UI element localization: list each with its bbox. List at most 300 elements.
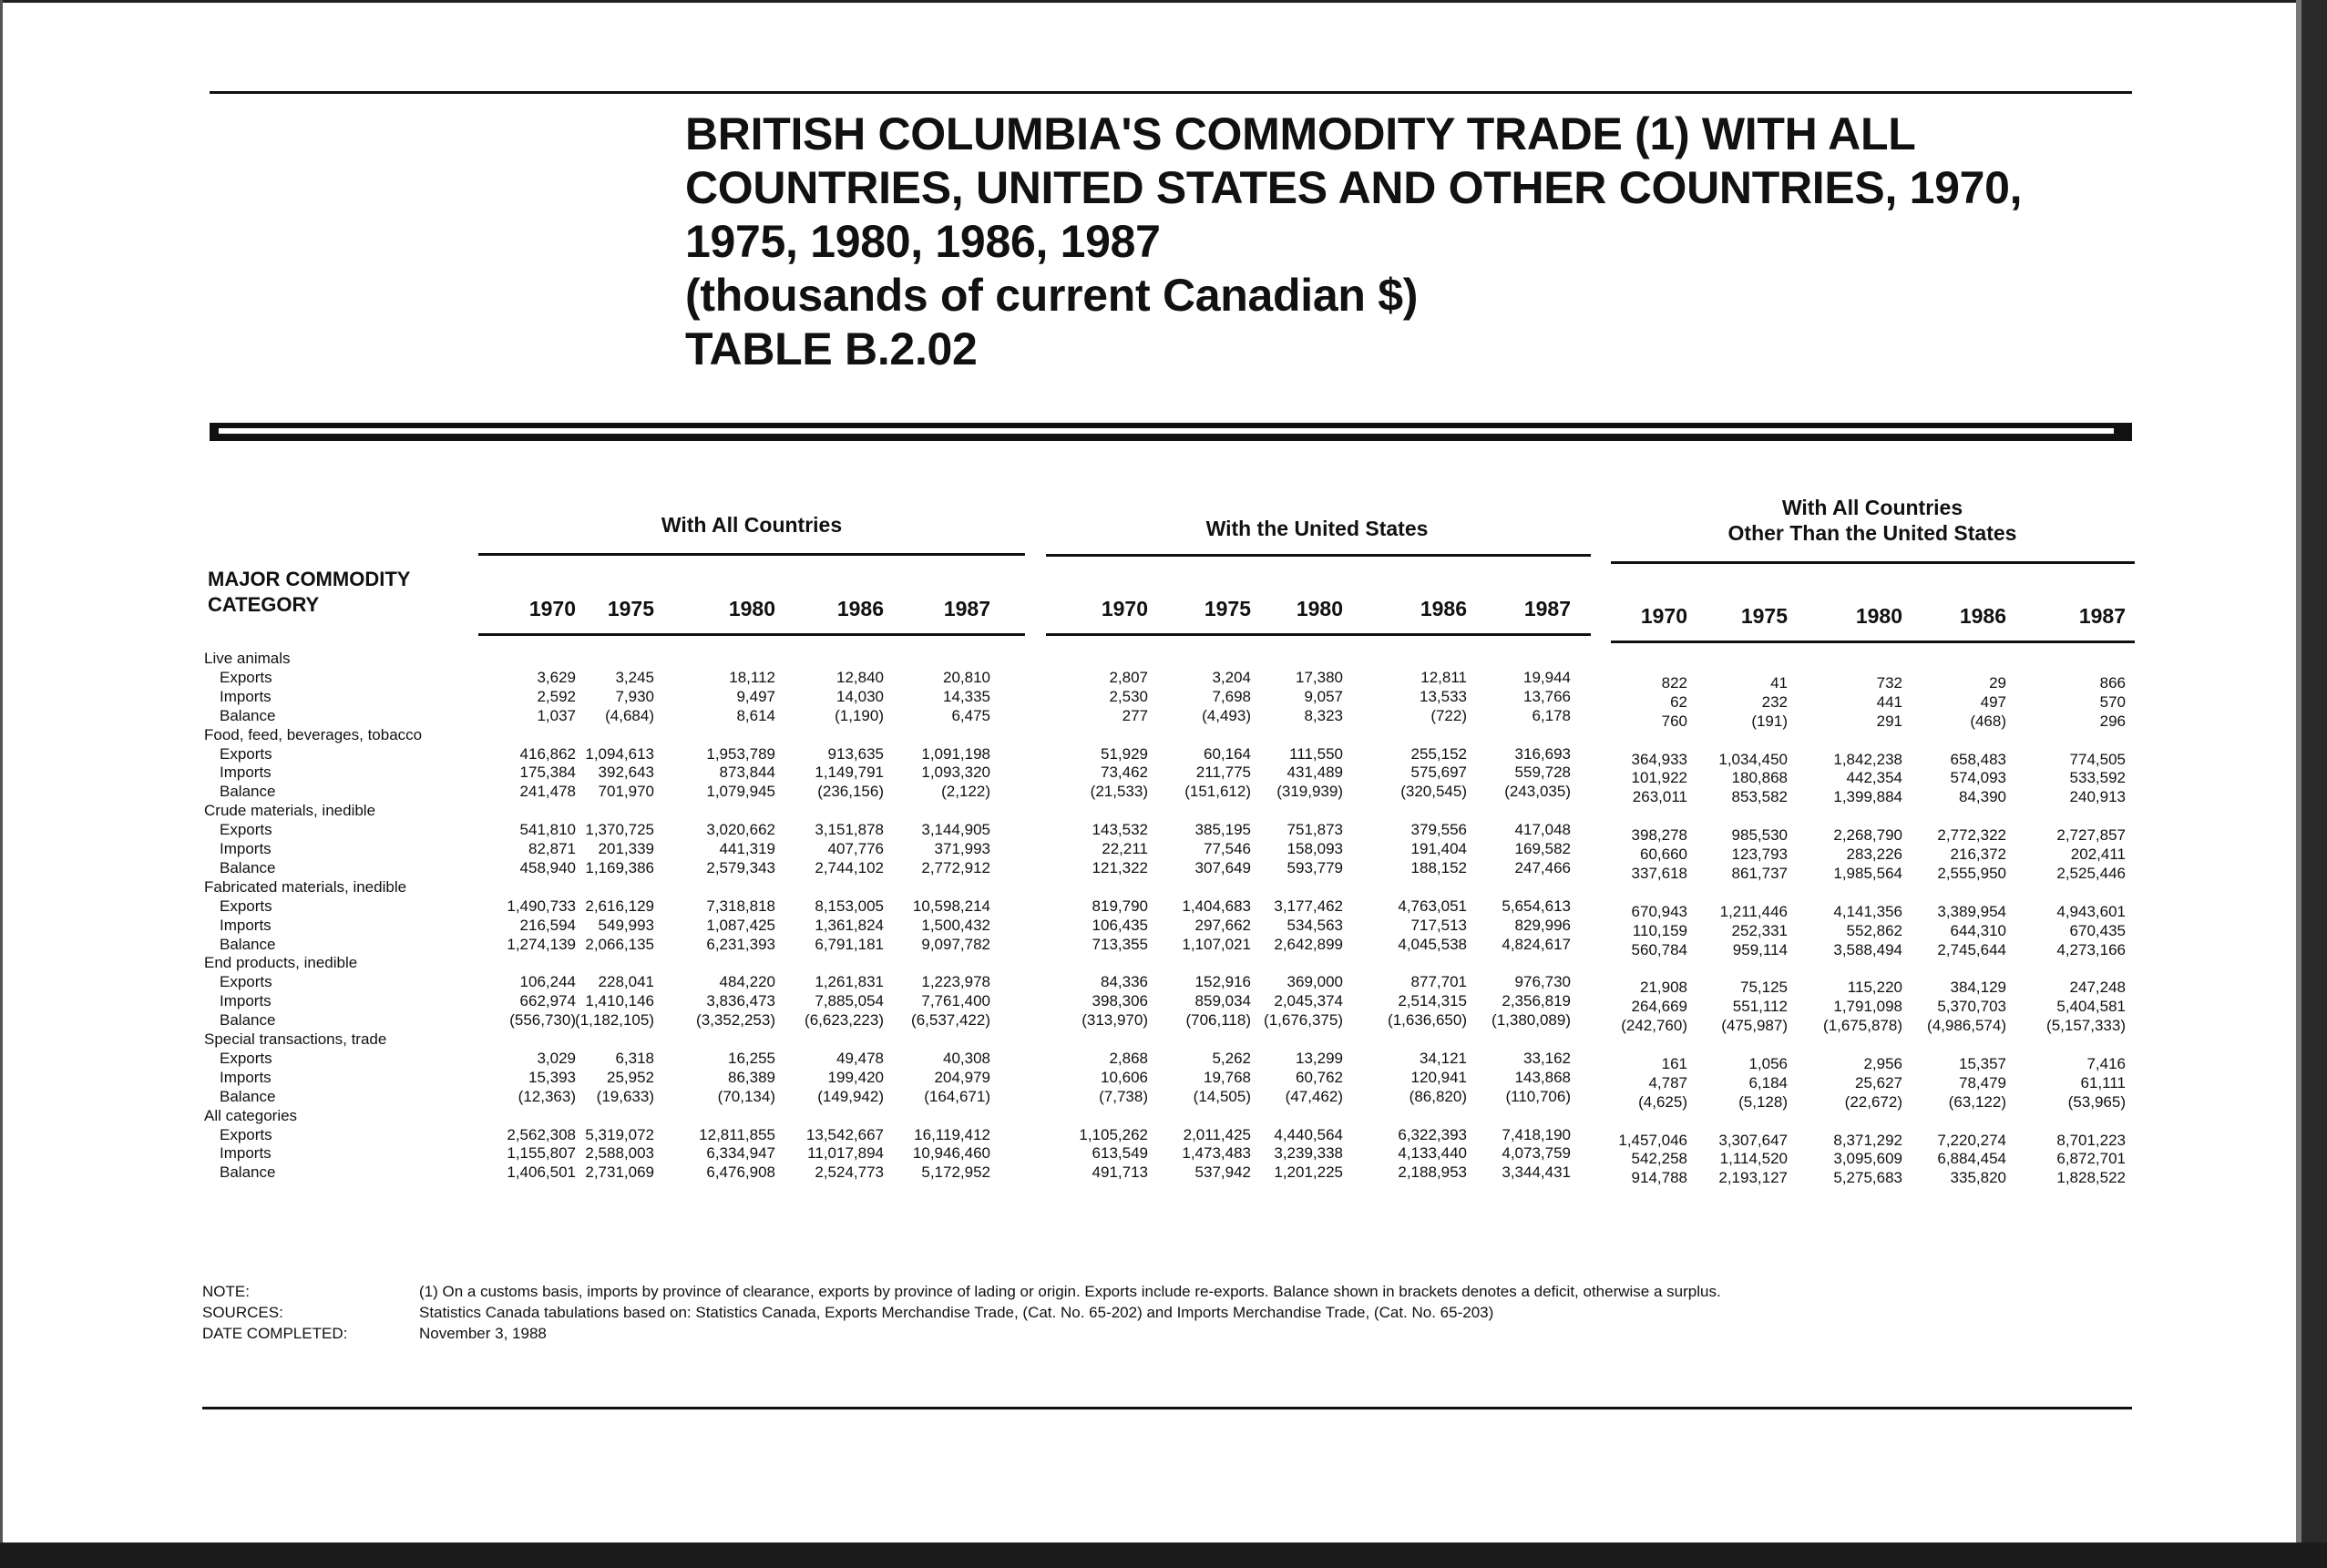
table-cell: 14,030 — [836, 687, 884, 705]
table-cell: 1,201,225 — [1274, 1163, 1343, 1182]
table-cell: (313,970) — [1081, 1011, 1148, 1030]
table-cell: 385,195 — [1194, 821, 1251, 839]
table-cell: 398,306 — [1092, 992, 1148, 1010]
table-cell: 1,155,807 — [507, 1144, 576, 1163]
table-cell: 431,489 — [1287, 764, 1343, 782]
table-cell: 853,582 — [1731, 788, 1788, 806]
table-cell: 101,922 — [1631, 769, 1687, 787]
table-cell: 291 — [1876, 712, 1902, 730]
table-cell: 202,411 — [2070, 845, 2126, 863]
table-cell: 3,307,647 — [1718, 1131, 1788, 1149]
table-cell: 570 — [2099, 692, 2126, 711]
row-label: Balance — [220, 706, 276, 724]
group-header-label-2: Other Than the United States — [1727, 521, 2017, 545]
year-header: 1970 — [1101, 597, 1148, 620]
table-cell: 4,440,564 — [1274, 1125, 1343, 1143]
table-cell: (19,633) — [596, 1087, 654, 1105]
table-cell: 1,406,501 — [507, 1163, 576, 1182]
table-cell: 252,331 — [1731, 921, 1788, 939]
section-label: End products, inedible — [204, 954, 358, 972]
table-cell: 497 — [1980, 692, 2006, 711]
table-cell: 106,435 — [1092, 916, 1148, 934]
table-cell: 441,319 — [719, 840, 775, 857]
table-cell: 1,791,098 — [1833, 998, 1902, 1016]
row-label: Imports — [220, 1068, 272, 1086]
table-cell: 2,642,899 — [1274, 935, 1343, 953]
table-cell: 751,873 — [1287, 821, 1343, 839]
table-cell: 541,810 — [519, 821, 576, 839]
table-cell: 9,097,782 — [921, 935, 990, 953]
row-label: Exports — [220, 1049, 272, 1067]
table-cell: 61,111 — [2080, 1073, 2126, 1091]
table-cell: 78,479 — [1959, 1073, 2006, 1091]
table-cell: 5,262 — [1212, 1049, 1251, 1067]
title-line-2: COUNTRIES, UNITED STATES AND OTHER COUNTRIES, 1970, — [685, 162, 2023, 213]
table-cell: 34,121 — [1420, 1049, 1467, 1067]
table-cell: 2,744,102 — [815, 858, 884, 876]
table-cell: 5,319,072 — [585, 1125, 654, 1143]
table-cell: 121,322 — [1092, 858, 1148, 876]
date-completed-text: November 3, 1988 — [419, 1325, 547, 1342]
table-cell: 760 — [1661, 712, 1687, 730]
table-cell: 247,466 — [1514, 858, 1571, 876]
table-cell: 717,513 — [1410, 916, 1467, 934]
year-header: 1980 — [1855, 604, 1902, 628]
table-cell: 1,107,021 — [1182, 935, 1251, 953]
year-header: 1986 — [1420, 597, 1467, 620]
table-cell: 6,184 — [1748, 1073, 1788, 1091]
table-cell: 22,211 — [1102, 840, 1148, 857]
table-cell: (243,035) — [1504, 783, 1571, 801]
group-header-label: With the United States — [1205, 517, 1429, 540]
table-cell: 5,275,683 — [1833, 1169, 1902, 1187]
row-label: Balance — [220, 1087, 276, 1105]
table-cell: 2,524,773 — [815, 1163, 884, 1182]
table-cell: 3,344,431 — [1502, 1163, 1571, 1182]
table-cell: 2,562,308 — [507, 1125, 576, 1143]
year-header: 1987 — [2078, 604, 2126, 628]
row-label: Imports — [220, 1144, 272, 1163]
table-cell: (3,352,253) — [696, 1011, 775, 1030]
table-cell: 175,384 — [519, 764, 576, 782]
table-cell: 6,231,393 — [706, 935, 775, 953]
table-cell: 7,698 — [1212, 687, 1251, 705]
table-cell: 6,318 — [615, 1049, 654, 1067]
table-cell: 228,041 — [598, 973, 654, 991]
table-cell: 551,112 — [1732, 998, 1788, 1016]
table-cell: 442,354 — [1846, 769, 1902, 787]
table-cell: 5,654,613 — [1502, 897, 1571, 915]
table-cell: 822 — [1661, 673, 1687, 692]
table-cell: 13,299 — [1296, 1049, 1343, 1067]
table-cell: 3,629 — [537, 668, 576, 686]
table-cell: 6,791,181 — [815, 935, 884, 953]
table-cell: 158,093 — [1287, 840, 1343, 857]
table-cell: 115,220 — [1847, 979, 1902, 997]
table-cell: 829,996 — [1514, 916, 1571, 934]
table-cell: 379,556 — [1410, 821, 1467, 839]
table-cell: 110,159 — [1632, 921, 1687, 939]
table-cell: 264,669 — [1631, 998, 1687, 1016]
table-cell: (4,986,574) — [1927, 1017, 2006, 1035]
year-header: 1986 — [836, 597, 884, 620]
table-cell: 713,355 — [1092, 935, 1148, 953]
table-cell: 441 — [1876, 692, 1902, 711]
table-cell: 3,245 — [615, 668, 654, 686]
title-line-1: BRITISH COLUMBIA'S COMMODITY TRADE (1) WITH ALL — [685, 108, 1916, 159]
table-cell: (706,118) — [1185, 1011, 1251, 1030]
row-label: Imports — [220, 687, 272, 705]
table-cell: 297,662 — [1194, 916, 1251, 934]
table-cell: (4,625) — [1638, 1092, 1687, 1111]
table-cell: 670,435 — [2069, 921, 2126, 939]
table-cell: (5,128) — [1738, 1092, 1788, 1111]
table-cell: (151,612) — [1184, 783, 1251, 801]
table-cell: 2,616,129 — [585, 897, 654, 915]
table-cell: 3,204 — [1212, 668, 1251, 686]
table-cell: (242,760) — [1621, 1017, 1687, 1035]
row-label: Balance — [220, 935, 276, 953]
year-header: 1975 — [1740, 604, 1788, 628]
table-cell: (70,134) — [717, 1087, 775, 1105]
table-cell: 1,473,483 — [1182, 1144, 1251, 1163]
table-cell: 2,045,374 — [1274, 992, 1343, 1010]
table-cell: 2,514,315 — [1398, 992, 1467, 1010]
section-label: Live animals — [204, 650, 291, 667]
table-cell: 774,505 — [2069, 750, 2126, 768]
table-cell: 6,178 — [1532, 706, 1571, 724]
table-cell: 2,530 — [1109, 687, 1148, 705]
table-cell: 240,913 — [2069, 788, 2126, 806]
table-cell: 398,278 — [1631, 826, 1687, 845]
table-cell: 169,582 — [1514, 840, 1571, 857]
table-cell: 2,772,912 — [921, 858, 990, 876]
table-cell: 1,490,733 — [507, 897, 576, 915]
table-cell: 371,993 — [934, 840, 990, 857]
table-cell: 60,660 — [1640, 845, 1687, 863]
table-cell: 8,371,292 — [1833, 1131, 1902, 1149]
table-cell: 4,824,617 — [1502, 935, 1571, 953]
table-cell: 542,258 — [1631, 1150, 1687, 1168]
table-cell: 574,093 — [1950, 769, 2006, 787]
table-cell: 316,693 — [1514, 744, 1571, 763]
table-cell: 2,772,322 — [1937, 826, 2006, 845]
section-label: All categories — [204, 1106, 298, 1124]
table-cell: 1,105,262 — [1079, 1125, 1148, 1143]
table-cell: 819,790 — [1092, 897, 1148, 915]
table-cell: (21,533) — [1090, 783, 1148, 801]
table-cell: 861,737 — [1731, 864, 1788, 882]
table-cell: 263,011 — [1632, 788, 1687, 806]
category-header-line-2: CATEGORY — [208, 593, 320, 616]
table-cell: 86,389 — [728, 1068, 775, 1086]
row-label: Exports — [220, 668, 272, 686]
table-cell: 1,037 — [537, 706, 576, 724]
table-cell: 1,399,884 — [1833, 788, 1902, 806]
table-cell: 11,017,894 — [807, 1144, 884, 1163]
row-label: Exports — [220, 744, 272, 763]
category-header-line-1: MAJOR COMMODITY — [208, 568, 411, 590]
table-cell: (6,623,223) — [805, 1011, 884, 1030]
bottom-rule — [202, 1407, 2132, 1409]
table-cell: 13,533 — [1420, 687, 1467, 705]
table-cell: 20,810 — [943, 668, 990, 686]
section-label: Crude materials, inedible — [204, 802, 376, 820]
table-cell: 8,701,223 — [2056, 1131, 2126, 1149]
table-cell: 3,588,494 — [1833, 940, 1902, 958]
scan-edge-top — [0, 0, 2327, 15]
table-cell: 866 — [2099, 673, 2126, 692]
table-cell: (475,987) — [1721, 1017, 1788, 1035]
section-label: Fabricated materials, inedible — [204, 877, 407, 896]
group-header-rule — [478, 553, 1025, 556]
table-cell: 12,840 — [836, 668, 884, 686]
row-label: Imports — [220, 840, 272, 857]
row-label: Imports — [220, 916, 272, 934]
table-cell: 4,943,601 — [2056, 902, 2126, 920]
top-rule — [210, 91, 2132, 94]
table-cell: 985,530 — [1731, 826, 1788, 845]
table-cell: (1,636,650) — [1388, 1011, 1467, 1030]
table-cell: 1,370,725 — [585, 821, 654, 839]
table-cell: 33,162 — [1523, 1049, 1571, 1067]
table-cell: 307,649 — [1194, 858, 1251, 876]
table-cell: 10,606 — [1101, 1068, 1148, 1086]
table-cell: 491,713 — [1092, 1163, 1148, 1182]
table-cell: 2,555,950 — [1937, 864, 2006, 882]
group-header-other-countries — [1613, 495, 2132, 546]
year-header: 1980 — [1296, 597, 1343, 620]
table-cell: 19,944 — [1523, 668, 1571, 686]
table-cell: 1,274,139 — [507, 935, 576, 953]
table-cell: (1,182,105) — [575, 1011, 654, 1030]
table-cell: 1,211,446 — [1719, 902, 1788, 920]
table-cell: 369,000 — [1287, 973, 1343, 991]
table-cell: 3,389,954 — [1937, 902, 2006, 920]
scan-edge-left — [0, 0, 3, 1568]
table-cell: 51,929 — [1101, 744, 1148, 763]
table-cell: (14,505) — [1193, 1087, 1251, 1105]
table-cell: 204,979 — [934, 1068, 990, 1086]
table-cell: 161 — [1661, 1054, 1687, 1072]
row-label: Balance — [220, 858, 276, 876]
table-cell: (320,545) — [1400, 783, 1467, 801]
table-cell: 2,011,425 — [1183, 1125, 1251, 1143]
table-cell: 201,339 — [598, 840, 654, 857]
table-cell: 3,177,462 — [1274, 897, 1343, 915]
table-cell: 1,094,613 — [585, 744, 654, 763]
table-cell: 49,478 — [836, 1049, 884, 1067]
table-cell: 13,766 — [1523, 687, 1571, 705]
table-cell: 4,273,166 — [2056, 940, 2126, 958]
table-cell: 60,164 — [1204, 744, 1251, 763]
table-cell: 7,930 — [615, 687, 654, 705]
table-cell: 15,393 — [528, 1068, 576, 1086]
table-cell: 8,153,005 — [815, 897, 884, 915]
table-cell: 458,940 — [519, 858, 576, 876]
table-cell: 658,483 — [1950, 750, 2006, 768]
table-cell: 14,335 — [943, 687, 990, 705]
sources-text: Statistics Canada tabulations based on: Statistics Canada, Exports Merchandise Trade, (Cat. No. 65-202) and Imports Merchandise Trade, (Cat. No. 65-203) — [419, 1304, 1494, 1321]
table-cell: 143,532 — [1092, 821, 1148, 839]
table-cell: 534,563 — [1287, 916, 1343, 934]
table-cell: 560,784 — [1631, 940, 1687, 958]
table-cell: 2,868 — [1109, 1049, 1148, 1067]
year-header: 1980 — [728, 597, 775, 620]
table-cell: 77,546 — [1204, 840, 1251, 857]
table-cell: 232 — [1761, 692, 1788, 711]
title-units: (thousands of current Canadian $) — [685, 270, 1419, 321]
table-cell: 9,497 — [736, 687, 775, 705]
group-header-label: With All Countries — [661, 513, 843, 537]
table-cell: 18,112 — [729, 668, 775, 686]
scan-edge-bottom — [0, 1542, 2327, 1568]
group-header-all-countries — [478, 512, 1025, 538]
table-cell: 549,993 — [598, 916, 654, 934]
table-cell: 337,618 — [1631, 864, 1687, 882]
table-cell: 335,820 — [1950, 1169, 2006, 1187]
table-cell: 976,730 — [1514, 973, 1571, 991]
table-cell: 21,908 — [1640, 979, 1687, 997]
table-cell: 211,775 — [1195, 764, 1251, 782]
table-cell: 277 — [1122, 706, 1148, 724]
table-cell: (1,675,878) — [1823, 1017, 1902, 1035]
section-label: Special transactions, trade — [204, 1030, 387, 1048]
table-cell: 1,410,146 — [585, 992, 654, 1010]
table-cell: (47,462) — [1285, 1087, 1343, 1105]
table-cell: 19,768 — [1204, 1068, 1251, 1086]
table-cell: 7,761,400 — [921, 992, 990, 1010]
table-cell: (556,730) — [509, 1011, 576, 1030]
table-cell: 701,970 — [598, 783, 654, 801]
table-cell: 17,380 — [1296, 668, 1343, 686]
table-cell: 3,029 — [537, 1049, 576, 1067]
table-cell: 13,542,667 — [805, 1125, 884, 1143]
table-cell: 6,322,393 — [1398, 1125, 1467, 1143]
table-cell: 1,056 — [1748, 1054, 1788, 1072]
table-cell: (4,684) — [605, 706, 654, 724]
table-cell: 62 — [1670, 692, 1687, 711]
table-cell: 4,763,051 — [1398, 897, 1467, 915]
table-cell: (164,671) — [924, 1087, 990, 1105]
table-cell: 6,884,454 — [1937, 1150, 2006, 1168]
section-label: Food, feed, beverages, tobacco — [204, 725, 423, 743]
note-label: NOTE: — [202, 1283, 250, 1300]
table-cell: 8,614 — [736, 706, 775, 724]
table-cell: 7,318,818 — [706, 897, 775, 915]
table-cell: 644,310 — [1950, 921, 2006, 939]
table-cell: 2,807 — [1109, 668, 1148, 686]
table-cell: (6,537,422) — [911, 1011, 990, 1030]
row-label: Exports — [220, 973, 272, 991]
table-cell: 613,549 — [1092, 1144, 1148, 1163]
table-cell: 6,475 — [951, 706, 990, 724]
table-cell: 5,370,703 — [1937, 998, 2006, 1016]
table-cell: 1,093,320 — [921, 764, 990, 782]
table-cell: 3,836,473 — [706, 992, 775, 1010]
table-cell: 1,842,238 — [1833, 750, 1902, 768]
table-cell: 8,323 — [1304, 706, 1343, 724]
table-cell: 732 — [1876, 673, 1902, 692]
table-cell: 25,627 — [1855, 1073, 1902, 1091]
table-cell: 216,372 — [1950, 845, 2006, 863]
row-label: Imports — [220, 992, 272, 1010]
table-cell: 914,788 — [1631, 1169, 1687, 1187]
table-cell: 662,974 — [519, 992, 576, 1010]
table-cell: 2,588,003 — [585, 1144, 654, 1163]
table-cell: 82,871 — [528, 840, 576, 857]
table-cell: (191) — [1751, 712, 1788, 730]
table-cell: 247,248 — [2069, 979, 2126, 997]
table-cell: 7,885,054 — [815, 992, 884, 1010]
year-header: 1970 — [528, 597, 576, 620]
table-cell: 5,172,952 — [921, 1163, 990, 1182]
table-cell: 2,188,953 — [1398, 1163, 1467, 1182]
table-cell: 537,942 — [1194, 1163, 1251, 1182]
table-cell: 29 — [1989, 673, 2006, 692]
table-cell: 191,404 — [1410, 840, 1467, 857]
table-cell: 913,635 — [827, 744, 884, 763]
table-cell: 2,525,446 — [2056, 864, 2126, 882]
table-cell: 2,592 — [537, 687, 576, 705]
table-cell: 1,114,520 — [1719, 1150, 1788, 1168]
table-cell: 6,334,947 — [706, 1144, 775, 1163]
table-cell: (5,157,333) — [2046, 1017, 2126, 1035]
row-label: Imports — [220, 764, 272, 782]
table-cell: (12,363) — [518, 1087, 576, 1105]
table-cell: 3,144,905 — [921, 821, 990, 839]
table-cell: 1,079,945 — [706, 783, 775, 801]
table-cell: 120,941 — [1410, 1068, 1467, 1086]
table-cell: 9,057 — [1304, 687, 1343, 705]
table-cell: 10,598,214 — [912, 897, 990, 915]
table-cell: (22,672) — [1844, 1092, 1902, 1111]
table-cell: 216,594 — [519, 916, 576, 934]
table-cell: 4,073,759 — [1502, 1144, 1571, 1163]
table-cell: 4,787 — [1648, 1073, 1687, 1091]
row-label: Balance — [220, 1163, 276, 1182]
table-cell: (468) — [1970, 712, 2006, 730]
table-cell: 60,762 — [1296, 1068, 1343, 1086]
group-header-rule — [1611, 561, 2135, 564]
table-cell: (63,122) — [1948, 1092, 2006, 1111]
table-cell: 877,701 — [1410, 973, 1467, 991]
table-cell: (1,676,375) — [1264, 1011, 1343, 1030]
table-cell: 7,418,190 — [1502, 1125, 1571, 1143]
year-header: 1975 — [607, 597, 654, 620]
row-label: Balance — [220, 783, 276, 801]
table-cell: 73,462 — [1101, 764, 1148, 782]
table-cell: (4,493) — [1202, 706, 1251, 724]
table-cell: 255,152 — [1410, 744, 1467, 763]
table-cell: 416,862 — [519, 744, 576, 763]
table-cell: (722) — [1430, 706, 1467, 724]
table-cell: 283,226 — [1846, 845, 1902, 863]
year-header: 1987 — [943, 597, 990, 620]
table-cell: (7,738) — [1099, 1087, 1148, 1105]
note-text: (1) On a customs basis, imports by province of clearance, exports by province of lading or origin. Exports include re-exports. Balance shown in brackets denotes a deficit, otherwise a surplus. — [419, 1283, 1721, 1300]
table-cell: 5,404,581 — [2056, 998, 2126, 1016]
group-header-rule — [1046, 554, 1591, 557]
year-header: 1970 — [1640, 604, 1687, 628]
table-cell: 1,169,386 — [585, 858, 654, 876]
table-cell: 84,390 — [1959, 788, 2006, 806]
table-cell: 1,953,789 — [706, 744, 775, 763]
table-cell: 859,034 — [1194, 992, 1251, 1010]
table-cell: 1,985,564 — [1833, 864, 1902, 882]
table-cell: 6,476,908 — [706, 1163, 775, 1182]
year-header: 1987 — [1523, 597, 1571, 620]
